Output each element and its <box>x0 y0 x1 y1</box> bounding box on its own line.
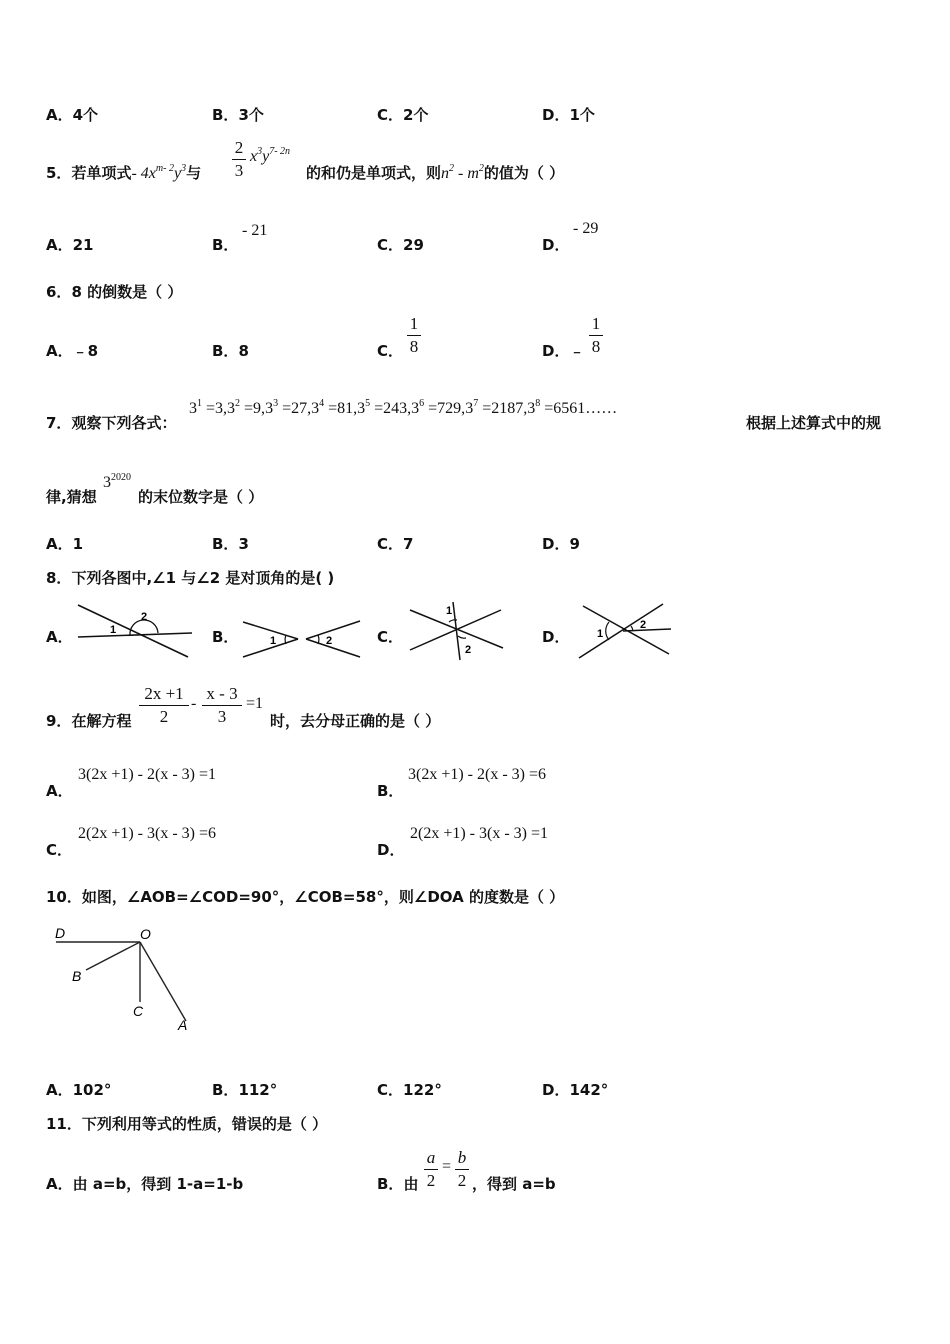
q7-equation: $3^6 =729$, <box>411 398 466 417</box>
q5-option-b[interactable]: B． <box>212 236 239 254</box>
q5-option-a[interactable]: A．21 <box>46 236 94 254</box>
q7-option-c[interactable]: C．7 <box>377 535 414 553</box>
q4-option-a[interactable]: A．4个 <box>46 106 99 124</box>
q9-fraction-2: x - 3 3 <box>202 684 242 727</box>
q10-label-a: A <box>178 1017 188 1033</box>
q8-c-angle-2: 2 <box>465 644 472 656</box>
q8-c-angle-1: 1 <box>446 605 453 617</box>
q6-option-d[interactable]: D．﹣ <box>542 342 585 360</box>
q6-option-c[interactable]: C． <box>377 342 404 360</box>
q5-monomial-2: $x^3y^{7- 2n}$ <box>250 146 291 165</box>
q5-stem: 5．若单项式- $4x^{m- 2}y^3$与 <box>46 163 202 182</box>
q7-stem-line2: 律,猜想 <box>46 488 97 506</box>
q9-option-b[interactable]: B． <box>377 782 404 800</box>
q5-option-d[interactable]: D． <box>542 236 570 254</box>
q8-d-angle-2: 2 <box>640 619 647 631</box>
q8-stem: 8．下列各图中,∠1 与∠2 是对顶角的是( ) <box>46 569 335 587</box>
q9-option-d[interactable]: D． <box>377 841 405 859</box>
q4-option-c[interactable]: C．2个 <box>377 106 429 124</box>
q7-option-a[interactable]: A．1 <box>46 535 84 553</box>
q7-stem: 7．观察下列各式： <box>46 414 177 432</box>
q4-option-b[interactable]: B．3个 <box>212 106 264 124</box>
q9-option-d-expr: 2(2x +1) - 3(x - 3) =1 <box>410 825 549 842</box>
q9-option-a-expr: 3(2x +1) - 2(x - 3) =1 <box>78 766 217 783</box>
q4-option-d[interactable]: D．1个 <box>542 106 595 124</box>
q5-stem-cont: 的和仍是单项式，则$n^2 - m^2$的值为（ ） <box>306 163 565 182</box>
q11-option-b-fraction-2: b 2 <box>455 1148 469 1191</box>
q11-option-b-fraction-1: a 2 <box>424 1148 438 1191</box>
q7-stem-cont: 根据上述算式中的规 <box>746 414 882 432</box>
q7-stem-line2-cont: 的末位数字是（ ） <box>138 488 264 506</box>
q10-label-d: D <box>55 925 66 941</box>
q11-option-b[interactable]: B．由 <box>377 1175 419 1193</box>
q8-b-angle-2: 2 <box>326 635 333 647</box>
q10-option-c[interactable]: C．122° <box>377 1081 442 1099</box>
q5-option-d-value: - 29 <box>573 220 599 237</box>
q7-equation: $3^1 =3$, <box>189 398 228 417</box>
q9-minus: - <box>191 695 197 712</box>
q9-equals: =1 <box>246 695 264 712</box>
q10-label-b: B <box>72 968 82 984</box>
q10-figure <box>50 922 192 1034</box>
q11-option-b-equals: = <box>442 1158 452 1175</box>
q7-power: $3^{2020}$ <box>103 472 131 491</box>
q8-a-angle-2: 2 <box>141 611 148 623</box>
q11-option-a[interactable]: A．由 a=b，得到 1-a=1-b <box>46 1175 244 1193</box>
q6-option-d-fraction: 1 8 <box>589 314 603 357</box>
q8-option-a-label[interactable]: A． <box>46 628 73 646</box>
q9-stem-cont: 时，去分母正确的是（ ） <box>270 712 441 730</box>
q9-stem: 9．在解方程 <box>46 712 132 730</box>
q7-equation: $3^3 =27$, <box>265 398 312 417</box>
q11-option-b-cont: ，得到 a=b <box>472 1175 556 1193</box>
q8-a-angle-1: 1 <box>110 624 117 636</box>
q6-stem: 6．8 的倒数是（ ） <box>46 283 183 301</box>
q7-equation: $3^8 =6561$ <box>527 398 586 417</box>
q10-option-b[interactable]: B．112° <box>212 1081 278 1099</box>
q8-d-angle-1: 1 <box>597 628 604 640</box>
q7-option-b[interactable]: B．3 <box>212 535 249 553</box>
q8-figure-a <box>70 600 200 662</box>
q10-option-d[interactable]: D．142° <box>542 1081 609 1099</box>
q7-equation-list: $3^1 =3,3^2 =9,3^3 =27,3^4 =81,3^5 =243,3^6 =729,3^7 =2187,3^8$ =6561…… <box>189 398 618 417</box>
q7-equation: $3^4 =81$, <box>311 398 358 417</box>
q8-figure-d <box>573 600 675 662</box>
q7-option-d[interactable]: D．9 <box>542 535 580 553</box>
q9-option-c-expr: 2(2x +1) - 3(x - 3) =6 <box>78 825 217 842</box>
q8-figure-c <box>405 600 507 662</box>
q9-option-b-expr: 3(2x +1) - 2(x - 3) =6 <box>408 766 547 783</box>
q6-option-c-fraction: 1 8 <box>407 314 421 357</box>
q10-label-o: O <box>140 926 151 942</box>
q8-option-c-label[interactable]: C． <box>377 628 404 646</box>
q9-option-a[interactable]: A． <box>46 782 73 800</box>
q9-fraction-1: 2x +1 2 <box>139 684 189 727</box>
q8-b-angle-1: 1 <box>270 635 277 647</box>
q7-equation: $3^7 =2187$, <box>465 398 528 417</box>
q10-stem: 10．如图，∠AOB=∠COD=90°，∠COB=58°，则∠DOA 的度数是（ ） <box>46 888 565 906</box>
q10-label-c: C <box>133 1003 144 1019</box>
q7-equation: $3^5 =243$, <box>357 398 412 417</box>
q5-option-b-value: - 21 <box>242 222 268 239</box>
q10-option-a[interactable]: A．102° <box>46 1081 112 1099</box>
q9-option-c[interactable]: C． <box>46 841 73 859</box>
q5-option-c[interactable]: C．29 <box>377 236 424 254</box>
q8-option-b-label[interactable]: B． <box>212 628 239 646</box>
q8-figure-b <box>240 618 365 662</box>
q6-option-b[interactable]: B．8 <box>212 342 249 360</box>
q6-option-a[interactable]: A．﹣8 <box>46 342 99 360</box>
q5-coefficient-fraction: 2 3 <box>232 138 246 181</box>
q11-stem: 11．下列利用等式的性质，错误的是（ ） <box>46 1115 328 1133</box>
q7-equation: $3^2 =9$, <box>227 398 266 417</box>
q8-option-d-label[interactable]: D． <box>542 628 570 646</box>
